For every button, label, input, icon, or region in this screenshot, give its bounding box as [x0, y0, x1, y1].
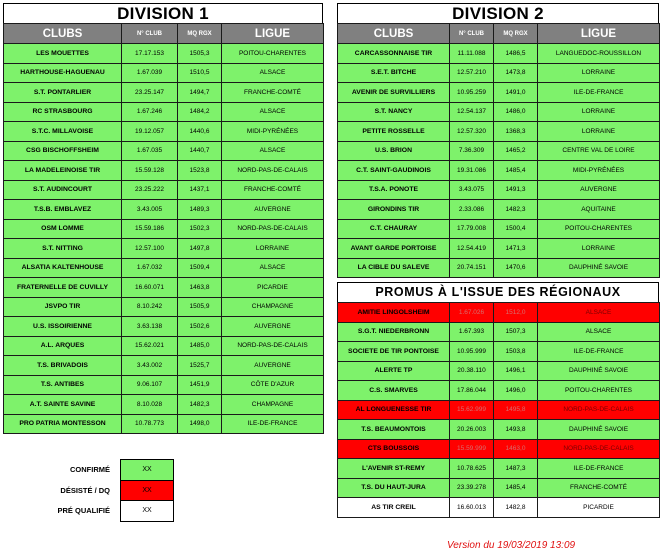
- ranking-cell: 1512,0: [494, 303, 538, 323]
- club-name-cell: AS TIR CREIL: [338, 498, 450, 518]
- ranking-cell: 1471,3: [494, 239, 538, 259]
- club-name-cell: LA MADELEINOISE TIR: [4, 161, 122, 181]
- club-number-cell: 15.62.021: [122, 336, 178, 356]
- club-number-cell: 1.67.035: [122, 141, 178, 161]
- club-number-cell: 17.17.153: [122, 44, 178, 64]
- club-name-cell: ALSATIA KALTENHOUSE: [4, 258, 122, 278]
- club-number-cell: 23.39.278: [450, 478, 494, 498]
- club-number-cell: 12.54.137: [450, 102, 494, 122]
- ranking-cell: 1494,7: [178, 83, 222, 103]
- club-name-cell: T.S. ANTIBES: [4, 375, 122, 395]
- table-row: [4, 161, 324, 181]
- table-row: [338, 200, 660, 220]
- club-name-cell: OSM LOMME: [4, 219, 122, 239]
- league-cell: DAUPHINÉ SAVOIE: [538, 420, 660, 440]
- ranking-cell: 1507,3: [494, 322, 538, 342]
- ranking-cell: 1485,0: [178, 336, 222, 356]
- table-row: [4, 141, 324, 161]
- club-number-cell: 15.62.999: [450, 400, 494, 420]
- club-name-cell: C.T. CHAURAY: [338, 219, 450, 239]
- table-row: [338, 258, 660, 278]
- legend-label: CONFIRMÉ: [70, 465, 110, 475]
- club-name-cell: A.T. SAINTE SAVINE: [4, 395, 122, 415]
- club-number-cell: 15.59.128: [122, 161, 178, 181]
- club-number-cell: 10.78.773: [122, 414, 178, 434]
- league-cell: FRANCHE-COMTÉ: [222, 83, 324, 103]
- table-row: [338, 44, 660, 64]
- division-2-title: DIVISION 2: [337, 3, 659, 23]
- league-cell: LORRAINE: [538, 239, 660, 259]
- col-header-rank: MQ RGX: [178, 24, 222, 44]
- ranking-cell: 1440,6: [178, 122, 222, 142]
- club-number-cell: 16.60.071: [122, 278, 178, 298]
- league-cell: ALSACE: [222, 258, 324, 278]
- ranking-cell: 1473,8: [494, 63, 538, 83]
- league-cell: POITOU-CHARENTES: [538, 219, 660, 239]
- legend-row: [4, 460, 174, 481]
- ranking-cell: 1463,0: [494, 439, 538, 459]
- league-cell: NORD-PAS-DE-CALAIS: [222, 161, 324, 181]
- club-name-cell: HARTHOUSE-HAGUENAU: [4, 63, 122, 83]
- club-name-cell: SOCIETE DE TIR PONTOISE: [338, 342, 450, 362]
- league-cell: ALSACE: [222, 102, 324, 122]
- ranking-cell: 1510,5: [178, 63, 222, 83]
- club-name-cell: LA CIBLE DU SALEVE: [338, 258, 450, 278]
- ranking-cell: 1493,8: [494, 420, 538, 440]
- division-2-table: [337, 23, 660, 278]
- league-cell: AUVERGNE: [538, 180, 660, 200]
- table-row: [4, 258, 324, 278]
- club-number-cell: 3.43.075: [450, 180, 494, 200]
- col-header-clubs: CLUBS: [4, 24, 122, 44]
- ranking-cell: 1485,4: [494, 161, 538, 181]
- ranking-cell: 1496,0: [494, 381, 538, 401]
- club-number-cell: 1.67.393: [450, 322, 494, 342]
- table-row: [4, 219, 324, 239]
- club-name-cell: JSVPO TIR: [4, 297, 122, 317]
- league-cell: ALSACE: [222, 141, 324, 161]
- club-number-cell: 11.11.088: [450, 44, 494, 64]
- club-name-cell: CSG BISCHOFFSHEIM: [4, 141, 122, 161]
- club-number-cell: 1.67.246: [122, 102, 178, 122]
- promus-rows: [338, 303, 660, 518]
- table-row: [4, 239, 324, 259]
- club-number-cell: 1.67.039: [122, 63, 178, 83]
- club-name-cell: T.S.B. EMBLAVEZ: [4, 200, 122, 220]
- table-row: [4, 336, 324, 356]
- division-2-rows: [338, 44, 660, 278]
- division-1-panel: [3, 3, 323, 434]
- league-cell: CÔTE D'AZUR: [222, 375, 324, 395]
- legend-label: PRÉ QUALIFIÉ: [57, 506, 110, 516]
- ranking-cell: 1525,7: [178, 356, 222, 376]
- club-number-cell: 12.57.100: [122, 239, 178, 259]
- club-number-cell: 1.67.026: [450, 303, 494, 323]
- ranking-cell: 1485,4: [494, 478, 538, 498]
- table-row: [338, 83, 660, 103]
- table-row: [4, 122, 324, 142]
- table-row: [338, 478, 660, 498]
- club-name-cell: T.S. DU HAUT-JURA: [338, 478, 450, 498]
- table-row: [338, 63, 660, 83]
- legend: [4, 459, 164, 522]
- league-cell: MIDI-PYRÉNÉES: [222, 122, 324, 142]
- club-name-cell: GIRONDINS TIR: [338, 200, 450, 220]
- club-name-cell: RC STRASBOURG: [4, 102, 122, 122]
- league-cell: FRANCHE-COMTÉ: [538, 478, 660, 498]
- table-row: [338, 400, 660, 420]
- club-number-cell: 23.25.147: [122, 83, 178, 103]
- club-number-cell: 16.60.013: [450, 498, 494, 518]
- table-row: [4, 356, 324, 376]
- ranking-cell: 1497,8: [178, 239, 222, 259]
- club-name-cell: C.T. SAINT-GAUDINOIS: [338, 161, 450, 181]
- club-name-cell: S.T. NITTING: [4, 239, 122, 259]
- table-row: [4, 317, 324, 337]
- ranking-cell: 1368,3: [494, 122, 538, 142]
- club-number-cell: 8.10.028: [122, 395, 178, 415]
- division-1-table: [3, 23, 324, 434]
- club-number-cell: 20.74.151: [450, 258, 494, 278]
- league-cell: LORRAINE: [538, 102, 660, 122]
- league-cell: ILE-DE-FRANCE: [538, 83, 660, 103]
- club-number-cell: 19.31.086: [450, 161, 494, 181]
- table-row: [338, 361, 660, 381]
- col-header-num: N° CLUB: [122, 24, 178, 44]
- club-name-cell: T.S. BRIVADOIS: [4, 356, 122, 376]
- league-cell: ILE-DE-FRANCE: [538, 459, 660, 479]
- club-name-cell: S.T.C. MILLAVOISE: [4, 122, 122, 142]
- table-row: [338, 122, 660, 142]
- club-name-cell: ALERTE TP: [338, 361, 450, 381]
- legend-row: [4, 501, 174, 522]
- col-header-num: N° CLUB: [450, 24, 494, 44]
- club-name-cell: S.T. PONTARLIER: [4, 83, 122, 103]
- ranking-cell: 1440,7: [178, 141, 222, 161]
- ranking-cell: 1505,3: [178, 44, 222, 64]
- club-number-cell: 15.59.999: [450, 439, 494, 459]
- table-row: [4, 375, 324, 395]
- league-cell: CENTRE VAL DE LOIRE: [538, 141, 660, 161]
- league-cell: PICARDIE: [222, 278, 324, 298]
- col-header-clubs: CLUBS: [338, 24, 450, 44]
- club-number-cell: 20.26.003: [450, 420, 494, 440]
- league-cell: NORD-PAS-DE-CALAIS: [538, 400, 660, 420]
- club-number-cell: 12.57.320: [450, 122, 494, 142]
- club-name-cell: S.G.T. NIEDERBRONN: [338, 322, 450, 342]
- table-row: [4, 414, 324, 434]
- league-cell: PICARDIE: [538, 498, 660, 518]
- legend-label: DÉSISTÉ / DQ: [60, 485, 110, 495]
- league-cell: LANGUEDOC-ROUSSILLON: [538, 44, 660, 64]
- table-row: [338, 303, 660, 323]
- club-number-cell: 10.78.625: [450, 459, 494, 479]
- ranking-cell: 1509,4: [178, 258, 222, 278]
- league-cell: AUVERGNE: [222, 356, 324, 376]
- club-number-cell: 12.54.419: [450, 239, 494, 259]
- league-cell: POITOU-CHARENTES: [222, 44, 324, 64]
- club-name-cell: A.L. ARQUES: [4, 336, 122, 356]
- league-cell: AUVERGNE: [222, 317, 324, 337]
- league-cell: FRANCHE-COMTÉ: [222, 180, 324, 200]
- legend-swatch: XX: [121, 480, 174, 501]
- table-row: [4, 102, 324, 122]
- league-cell: CHAMPAGNE: [222, 297, 324, 317]
- league-cell: NORD-PAS-DE-CALAIS: [538, 439, 660, 459]
- table-row: [4, 180, 324, 200]
- table-row: [338, 180, 660, 200]
- ranking-cell: 1470,6: [494, 258, 538, 278]
- club-name-cell: S.E.T. BITCHE: [338, 63, 450, 83]
- club-number-cell: 12.57.210: [450, 63, 494, 83]
- legend-swatch: XX: [121, 460, 174, 481]
- table-row: [338, 239, 660, 259]
- club-number-cell: 1.67.032: [122, 258, 178, 278]
- league-cell: ALSACE: [538, 322, 660, 342]
- ranking-cell: 1502,6: [178, 317, 222, 337]
- club-number-cell: 8.10.242: [122, 297, 178, 317]
- col-header-rank: MQ RGX: [494, 24, 538, 44]
- ranking-cell: 1489,3: [178, 200, 222, 220]
- ranking-cell: 1502,3: [178, 219, 222, 239]
- ranking-cell: 1486,5: [494, 44, 538, 64]
- club-name-cell: S.T. NANCY: [338, 102, 450, 122]
- division-2-panel: [337, 3, 659, 278]
- club-number-cell: 17.79.008: [450, 219, 494, 239]
- table-row: [338, 420, 660, 440]
- table-row: [4, 395, 324, 415]
- ranking-cell: 1484,2: [178, 102, 222, 122]
- ranking-cell: 1500,4: [494, 219, 538, 239]
- ranking-cell: 1505,9: [178, 297, 222, 317]
- promus-title: PROMUS À L'ISSUE DES RÉGIONAUX: [337, 282, 659, 302]
- league-cell: LORRAINE: [538, 63, 660, 83]
- table-row: [4, 83, 324, 103]
- col-header-league: LIGUE: [222, 24, 324, 44]
- ranking-cell: 1437,1: [178, 180, 222, 200]
- club-name-cell: T.S. BEAUMONTOIS: [338, 420, 450, 440]
- version-text: Version du 19/03/2019 13:09: [447, 540, 576, 551]
- table-row: [4, 63, 324, 83]
- ranking-cell: 1495,8: [494, 400, 538, 420]
- division-1-rows: [4, 44, 324, 434]
- league-cell: AUVERGNE: [222, 200, 324, 220]
- ranking-cell: 1486,0: [494, 102, 538, 122]
- league-cell: LORRAINE: [538, 122, 660, 142]
- promus-table: [337, 302, 660, 518]
- club-name-cell: AVANT GARDE PORTOISE: [338, 239, 450, 259]
- ranking-cell: 1503,8: [494, 342, 538, 362]
- ranking-cell: 1491,0: [494, 83, 538, 103]
- club-name-cell: U.S. ISSOIRIENNE: [4, 317, 122, 337]
- table-row: [338, 439, 660, 459]
- club-name-cell: U.S. BRION: [338, 141, 450, 161]
- ranking-cell: 1496,1: [494, 361, 538, 381]
- league-cell: LORRAINE: [222, 239, 324, 259]
- league-cell: POITOU-CHARENTES: [538, 381, 660, 401]
- club-name-cell: AVENIR DE SURVILLIERS: [338, 83, 450, 103]
- club-number-cell: 3.63.138: [122, 317, 178, 337]
- club-name-cell: S.T. AUDINCOURT: [4, 180, 122, 200]
- league-cell: DAUPHINÉ SAVOIE: [538, 258, 660, 278]
- club-number-cell: 9.06.107: [122, 375, 178, 395]
- table-row: [338, 459, 660, 479]
- col-header-league: LIGUE: [538, 24, 660, 44]
- club-number-cell: 7.36.309: [450, 141, 494, 161]
- league-cell: MIDI-PYRÉNÉES: [538, 161, 660, 181]
- league-cell: DAUPHINÉ SAVOIE: [538, 361, 660, 381]
- club-number-cell: 20.38.110: [450, 361, 494, 381]
- club-name-cell: PRO PATRIA MONTESSON: [4, 414, 122, 434]
- table-row: [338, 322, 660, 342]
- table-row: [338, 161, 660, 181]
- league-cell: AQUITAINE: [538, 200, 660, 220]
- table-row: [4, 200, 324, 220]
- league-cell: NORD-PAS-DE-CALAIS: [222, 219, 324, 239]
- ranking-cell: 1482,3: [178, 395, 222, 415]
- ranking-cell: 1487,3: [494, 459, 538, 479]
- ranking-cell: 1498,0: [178, 414, 222, 434]
- club-number-cell: 19.12.057: [122, 122, 178, 142]
- ranking-cell: 1451,9: [178, 375, 222, 395]
- club-number-cell: 3.43.005: [122, 200, 178, 220]
- ranking-cell: 1463,8: [178, 278, 222, 298]
- legend-row: [4, 480, 174, 501]
- league-cell: CHAMPAGNE: [222, 395, 324, 415]
- club-number-cell: 15.59.186: [122, 219, 178, 239]
- club-name-cell: C.S. SMARVES: [338, 381, 450, 401]
- ranking-cell: 1482,3: [494, 200, 538, 220]
- club-name-cell: AMITIE LINGOLSHEIM: [338, 303, 450, 323]
- club-number-cell: 2.33.086: [450, 200, 494, 220]
- club-number-cell: 17.86.044: [450, 381, 494, 401]
- league-cell: ILE-DE-FRANCE: [538, 342, 660, 362]
- club-name-cell: L'AVENIR ST-REMY: [338, 459, 450, 479]
- table-row: [338, 342, 660, 362]
- club-name-cell: CTS BOUSSOIS: [338, 439, 450, 459]
- table-row: [338, 381, 660, 401]
- league-cell: NORD-PAS-DE-CALAIS: [222, 336, 324, 356]
- club-name-cell: AL LONGUENESSE TIR: [338, 400, 450, 420]
- ranking-cell: 1523,8: [178, 161, 222, 181]
- legend-swatch: XX: [121, 501, 174, 522]
- division-1-title: DIVISION 1: [3, 3, 323, 23]
- club-name-cell: T.S.A. PONOTE: [338, 180, 450, 200]
- ranking-cell: 1491,3: [494, 180, 538, 200]
- table-row: [4, 44, 324, 64]
- legend-rows: [4, 460, 174, 522]
- club-name-cell: LES MOUETTES: [4, 44, 122, 64]
- club-name-cell: PETITE ROSSELLE: [338, 122, 450, 142]
- ranking-cell: 1465,2: [494, 141, 538, 161]
- promus-panel: [337, 282, 659, 518]
- table-row: [4, 278, 324, 298]
- club-number-cell: 10.95.999: [450, 342, 494, 362]
- league-cell: ALSACE: [222, 63, 324, 83]
- table-row: [338, 141, 660, 161]
- club-name-cell: FRATERNELLE DE CUVILLY: [4, 278, 122, 298]
- league-cell: ILE-DE-FRANCE: [222, 414, 324, 434]
- league-cell: ALSACE: [538, 303, 660, 323]
- table-row: [338, 219, 660, 239]
- ranking-cell: 1482,8: [494, 498, 538, 518]
- club-name-cell: CARCASSONNAISE TIR: [338, 44, 450, 64]
- table-row: [338, 498, 660, 518]
- club-number-cell: 10.95.259: [450, 83, 494, 103]
- table-row: [4, 297, 324, 317]
- table-row: [338, 102, 660, 122]
- club-number-cell: 3.43.002: [122, 356, 178, 376]
- club-number-cell: 23.25.222: [122, 180, 178, 200]
